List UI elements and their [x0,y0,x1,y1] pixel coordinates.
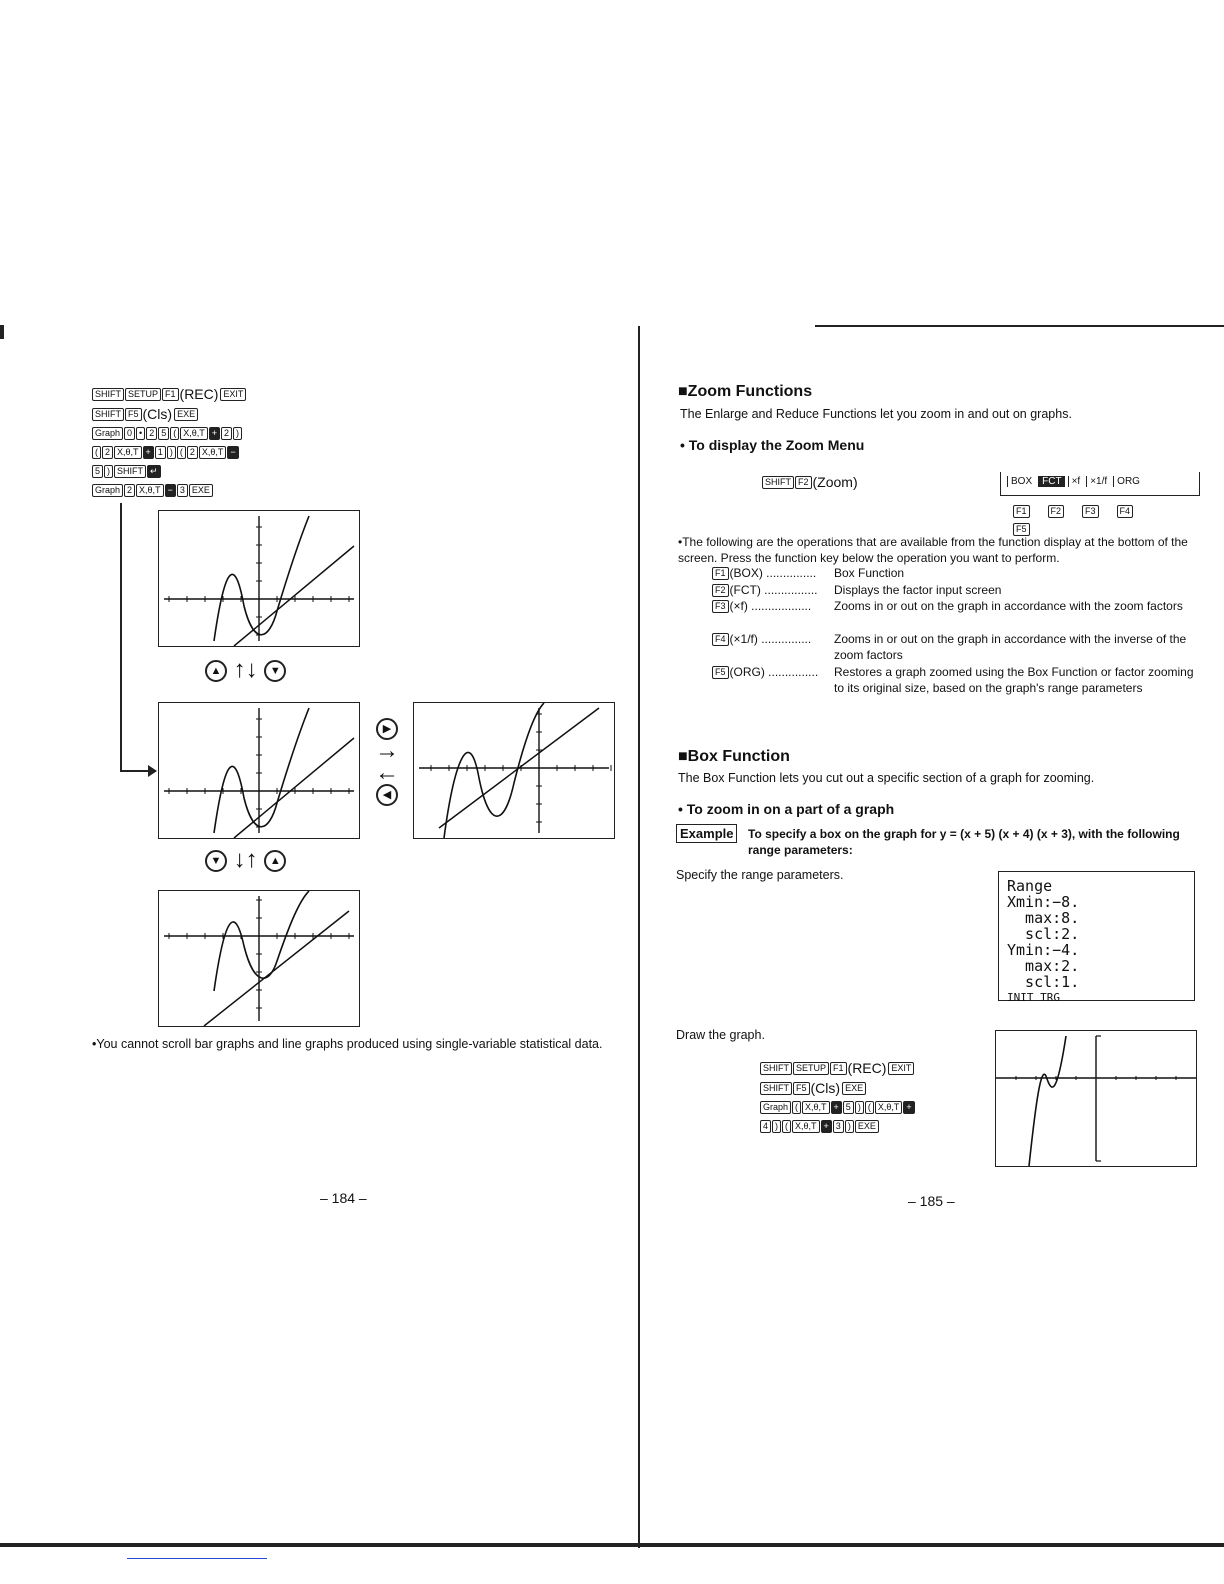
key-line [92,481,332,500]
zoom-key-sequence [762,472,860,491]
key-label: (Cls) [142,405,173,422]
key-XxxxT: X,θ,T [875,1101,903,1114]
key-3: 3 [833,1120,844,1133]
range-line: INIT TRG [1007,991,1060,1004]
key-XxxxT: X,θ,T [802,1101,830,1114]
specify-text: Specify the range parameters. [676,868,844,882]
range-line: scl:2. [1007,925,1080,943]
key-line [92,443,332,462]
down-cursor-icon: ▼ [205,850,227,872]
key-Graph: Graph [760,1101,791,1114]
range-line: Ymin:−4. [1007,941,1080,959]
zoom-intro: The Enlarge and Reduce Functions let you zoom in and out on graphs. [680,407,1072,421]
key-x: ( [792,1101,801,1114]
key-label: (Cls) [810,1079,841,1096]
graph-line [204,911,349,1026]
left-arrow-icon: ← [375,759,399,786]
operation-desc: Box Function [834,566,905,580]
key-0: 0 [124,427,135,440]
graph-curve [444,703,544,838]
operation-name: (FCT) ................ [729,583,818,597]
down-arrow-icon: ↓ [245,656,258,683]
draw-key-sequence [760,1058,990,1136]
top-rule-right [815,325,1224,327]
key-label: (REC) [179,385,219,402]
left-edge-mark [0,325,4,339]
example-badge: Example [676,824,737,843]
key-x: ) [233,427,242,440]
key-x: + [903,1101,914,1114]
key-EXE: EXE [189,484,213,497]
down-cursor-icon: ▼ [264,660,286,682]
key-SHIFT: SHIFT [762,476,794,489]
operation-name: (BOX) ............... [729,566,817,580]
key-x: ( [177,446,186,459]
operation-key [712,598,811,614]
example-text: To specify a box on the graph for y = (x + 5) (x + 4) (x + 3), with the following range parameters: [748,827,1180,857]
right-arrow-icon: → [375,737,399,764]
connector-line [120,503,122,771]
key-F4: F4 [1117,505,1134,518]
key-XxxxT: X,θ,T [136,484,164,497]
key-F1: F1 [162,388,179,401]
operation-key [712,631,811,647]
key-F5: F5 [1013,523,1030,536]
key-SHIFT: SHIFT [114,465,146,478]
key-F5: F5 [125,408,142,421]
key-SHIFT: SHIFT [92,408,124,421]
key-XxxxT: X,θ,T [180,427,208,440]
key-1: 1 [155,446,166,459]
draw-text: Draw the graph. [676,1028,765,1042]
range-line: Range [1007,877,1053,895]
range-line: max:2. [1007,957,1080,975]
key-SETUP: SETUP [125,388,161,401]
key-F5: F5 [712,666,729,679]
key-line [92,404,332,424]
key-SHIFT: SHIFT [760,1082,792,1095]
up-arrow-icon: ↑ [233,656,246,683]
right-cursor-icon: ▶ [376,718,398,740]
zoom-functions-title: ■Zoom Functions [678,383,813,400]
key-line [760,1058,990,1078]
key-x: ( [170,427,179,440]
operation-name: (×f) .................. [729,599,812,613]
key-x: ) [855,1101,864,1114]
key-x: + [143,446,154,459]
operation-key [712,582,818,598]
key-x: ) [845,1120,854,1133]
key-2: 2 [102,446,113,459]
key-x: ) [104,465,113,478]
key-line [760,1117,990,1136]
operation-desc: Displays the factor input screen [834,583,1002,597]
box-graph-screen [995,1030,1197,1167]
menu-item-1: FCT [1038,476,1064,487]
graph-screen-top [158,510,360,647]
operation-name: (×1/f) ............... [729,632,812,646]
key-x: ( [782,1120,791,1133]
key-F1: F1 [712,567,729,580]
key-SETUP: SETUP [793,1062,829,1075]
key-EXE: EXE [842,1082,866,1095]
key-XxxxT: X,θ,T [114,446,142,459]
key-2: 2 [187,446,198,459]
operations-intro: •The following are the operations that are available from the function display at the bottom of the screen. Press the function key below the operation you want to perform. [678,535,1188,565]
operation-name: (ORG) ............... [729,665,819,679]
key-SHIFT: SHIFT [760,1062,792,1075]
connector-arrowhead [148,765,157,777]
graph-curve [214,891,309,991]
key-XxxxT: X,θ,T [199,446,227,459]
key-line [760,1098,990,1117]
range-screen [998,871,1195,1004]
graph-line [234,546,354,646]
key-XxxxT: X,θ,T [792,1120,820,1133]
cursor-arrows-upper [205,657,286,683]
graph-curve [1029,1036,1066,1166]
graph-line [234,738,354,838]
key-x: ( [92,446,101,459]
menu-item-3: ×1/f [1086,476,1110,487]
up-arrow-icon: ↑ [245,846,258,873]
operations-list [712,565,1199,715]
key-line [92,462,332,481]
menu-item-4: ORG [1113,476,1143,487]
graph-screen-middle [158,702,360,839]
key-x: + [821,1120,832,1133]
cursor-arrows-horizontal [372,718,402,806]
page-number-right: – 185 – [908,1193,955,1209]
key-x: ) [167,446,176,459]
range-line: max:8. [1007,909,1080,927]
cursor-arrows-lower [205,847,286,873]
key-3: 3 [177,484,188,497]
operation-key [712,565,816,581]
key-5: 5 [158,427,169,440]
zoom-label: (Zoom) [812,474,858,491]
key-4: 4 [760,1120,771,1133]
menu-item-2: ×f [1068,476,1084,487]
page-number-left: – 184 – [320,1190,367,1206]
key-label: (REC) [847,1059,887,1076]
zoom-menu-bar [1000,472,1200,496]
menu-item-0: BOX [1007,476,1035,487]
left-cursor-icon: ◀ [376,784,398,806]
key-F3: F3 [1082,505,1099,518]
key-EXIT: EXIT [220,388,246,401]
key-F2: F2 [1048,505,1065,518]
key-EXE: EXE [855,1120,879,1133]
key-F1: F1 [830,1062,847,1075]
box-function-title: ■Box Function [678,748,790,765]
key-line [760,1078,990,1098]
graph-screen-right [413,702,615,839]
operation-key [712,664,818,680]
key-x: + [831,1101,842,1114]
key-F3: F3 [712,600,729,613]
bottom-rule [0,1543,1224,1547]
key-SHIFT: SHIFT [92,388,124,401]
key-x: ( [865,1101,874,1114]
zoom-part-heading: • To zoom in on a part of a graph [678,801,895,817]
key-x: − [165,484,176,497]
key-F1: F1 [1013,505,1030,518]
graph-screen-bottom [158,890,360,1027]
key-x: ) [772,1120,781,1133]
range-line: scl:1. [1007,973,1080,991]
key-line [92,384,332,404]
up-cursor-icon: ▲ [264,850,286,872]
range-line: Xmin:−8. [1007,893,1080,911]
scroll-note: •You cannot scroll bar graphs and line graphs produced using single-variable statistical data. [92,1037,603,1051]
key-5: 5 [92,465,103,478]
key-F4: F4 [712,633,729,646]
key-F2: F2 [795,476,812,489]
key-2: 2 [221,427,232,440]
key-x: + [209,427,220,440]
key-x: − [227,446,238,459]
key-2: 2 [146,427,157,440]
center-gutter [638,326,640,1548]
key-EXIT: EXIT [888,1062,914,1075]
operation-desc: Zooms in or out on the graph in accordance with the zoom factors [834,599,1183,613]
key-5: 5 [843,1101,854,1114]
down-arrow-icon: ↓ [233,846,246,873]
key-x: • [136,427,145,440]
key-Graph: Graph [92,427,123,440]
key-Graph: Graph [92,484,123,497]
key-EXE: EXE [174,408,198,421]
key-F5: F5 [793,1082,810,1095]
key-line [92,424,332,443]
box-function-intro: The Box Function lets you cut out a specific section of a graph for zooming. [678,771,1095,785]
left-key-sequence [92,384,332,500]
operation-desc: Zooms in or out on the graph in accordance with the inverse of the zoom factors [834,632,1187,662]
footer-link-underline [127,1558,267,1559]
operation-desc: Restores a graph zoomed using the Box Function or factor zooming to its original size, based on the graph's range parameters [834,665,1194,695]
zoom-menu-heading: • To display the Zoom Menu [680,437,865,453]
key-F2: F2 [712,584,729,597]
key-x: ↵ [147,465,161,478]
up-cursor-icon: ▲ [205,660,227,682]
key-2: 2 [124,484,135,497]
